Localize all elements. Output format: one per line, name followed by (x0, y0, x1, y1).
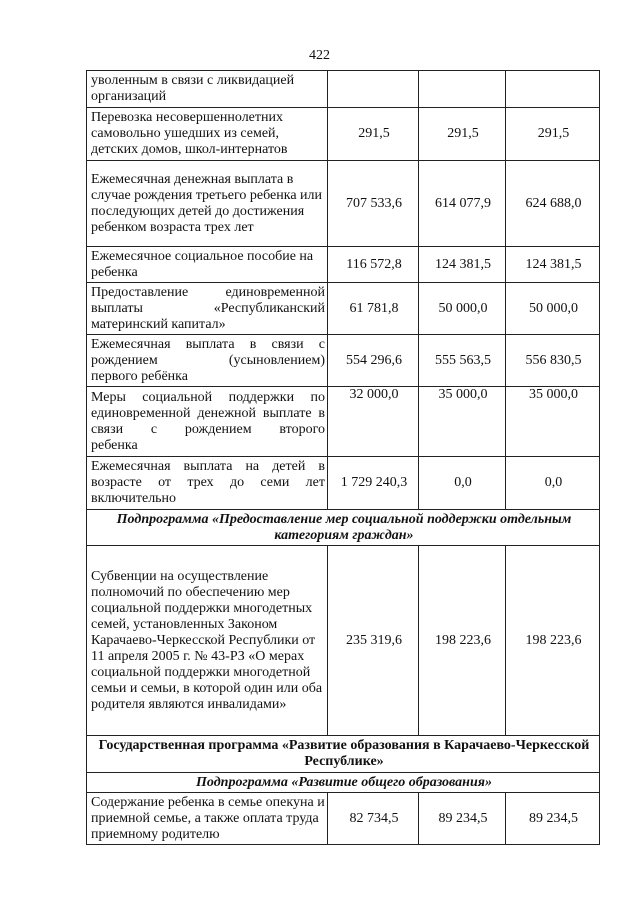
row-value-3: 0,0 (506, 457, 600, 510)
row-description-last: ребенка (91, 437, 138, 453)
row-value-2: 555 563,5 (419, 335, 506, 387)
table-row (87, 108, 600, 161)
table-row (87, 457, 600, 510)
row-description: Содержание ребенка в семье опекуна и приемной семье, а также оплата труда приемному родителю (87, 793, 328, 845)
row-description (87, 335, 328, 387)
row-description-last: включительно (91, 491, 177, 506)
row-value-2 (419, 71, 506, 108)
row-value-2: 614 077,9 (419, 161, 506, 247)
row-description: Субвенции на осуществление полномочий по обеспечению мер социальной поддержки многодетных семей, установленных Законом Карачаево-Черкесской Республики от 11 апреля 2005 г. № 43-РЗ «О мерах социальной поддержки многодетной семьи и семьи, в которой один или оба родителя являются инвалидами» (87, 546, 328, 736)
budget-table (86, 70, 600, 845)
row-value-3: 624 688,0 (506, 161, 600, 247)
table-row (87, 335, 600, 387)
row-value-1: 32 000,0 (328, 387, 419, 457)
row-value-1: 61 781,8 (328, 283, 419, 335)
row-value-3 (506, 71, 600, 108)
row-description: уволенным в связи с ликвидацией организаций (87, 71, 328, 108)
row-description-main: Меры социальной поддержки по единовременной денежной выплате в связи с рождением второго (91, 389, 325, 437)
table-row (87, 387, 600, 457)
row-description (87, 283, 328, 335)
row-value-1: 82 734,5 (328, 793, 419, 845)
row-value-3: 291,5 (506, 108, 600, 161)
row-value-1 (328, 71, 419, 108)
subprogram-header-row (87, 773, 600, 793)
row-value-3: 556 830,5 (506, 335, 600, 387)
table-row (87, 161, 600, 247)
row-value-1: 707 533,6 (328, 161, 419, 247)
row-value-2: 124 381,5 (419, 247, 506, 283)
row-description-main: Ежемесячная выплата на детей в возрасте от трех до семи лет (91, 459, 325, 490)
subprogram-title: Подпрограмма «Развитие общего образования» (87, 773, 600, 793)
row-value-2: 50 000,0 (419, 283, 506, 335)
row-description-last: первого ребёнка (91, 368, 188, 384)
table-row (87, 283, 600, 335)
row-value-3: 35 000,0 (506, 387, 600, 457)
row-description (87, 457, 328, 510)
program-title: Государственная программа «Развитие образования в Карачаево-Черкесской Республике» (87, 736, 600, 773)
row-value-2: 0,0 (419, 457, 506, 510)
row-description: Ежемесячная денежная выплата в случае рождения третьего ребенка или последующих детей до достижения ребенком возраста трех лет (87, 161, 328, 247)
table-row (87, 247, 600, 283)
row-value-1: 554 296,6 (328, 335, 419, 387)
table-row (87, 71, 600, 108)
row-value-1: 235 319,6 (328, 546, 419, 736)
row-value-1: 1 729 240,3 (328, 457, 419, 510)
table-row (87, 546, 600, 736)
row-value-3: 89 234,5 (506, 793, 600, 845)
row-value-3: 198 223,6 (506, 546, 600, 736)
row-value-3: 50 000,0 (506, 283, 600, 335)
row-value-2: 89 234,5 (419, 793, 506, 845)
row-description-last: материнский капитал» (91, 316, 226, 332)
table-row (87, 793, 600, 845)
row-value-2: 291,5 (419, 108, 506, 161)
row-value-1: 116 572,8 (328, 247, 419, 283)
row-description-main: Предоставление единовременной выплаты «Республиканский (91, 284, 325, 316)
subprogram-header-row (87, 510, 600, 546)
program-header-row (87, 736, 600, 773)
row-description: Ежемесячное социальное пособие на ребенка (87, 247, 328, 283)
row-value-2: 198 223,6 (419, 546, 506, 736)
subprogram-title: Подпрограмма «Предоставление мер социальной поддержки отдельным категориям граждан» (87, 510, 600, 546)
row-value-1: 291,5 (328, 108, 419, 161)
page-number: 422 (309, 48, 330, 63)
row-description: Перевозка несовершеннолетних самовольно ушедших из семей, детских домов, школ-интернатов (87, 108, 328, 161)
row-description-main: Ежемесячная выплата в связи с рождением (усыновлением) (91, 336, 325, 368)
row-value-3: 124 381,5 (506, 247, 600, 283)
row-description (87, 387, 328, 457)
row-value-2: 35 000,0 (419, 387, 506, 457)
